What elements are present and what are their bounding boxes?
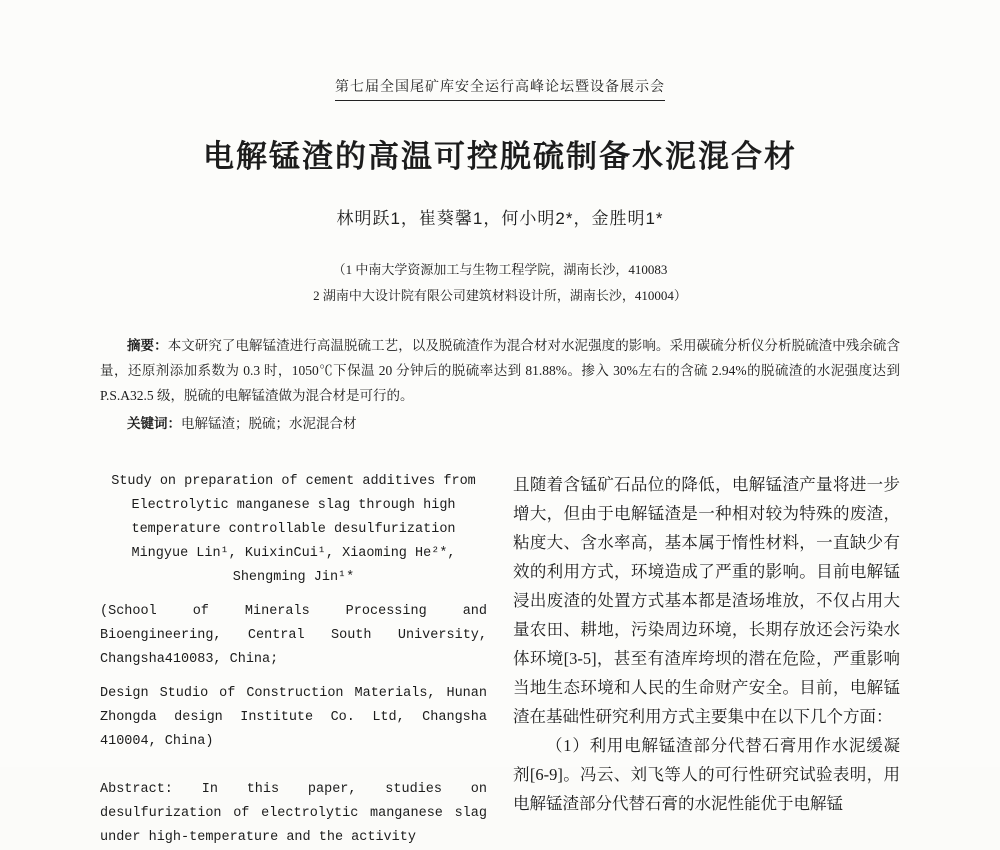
abstract-label: 摘要： bbox=[127, 338, 168, 353]
english-title: Study on preparation of cement additives from Electrolytic manganese slag through high temperature controllable desulfurization bbox=[111, 474, 476, 537]
english-abstract-label: Abstract: bbox=[100, 782, 173, 797]
conference-header-text: 第七届全国尾矿库安全运行高峰论坛暨设备展示会 bbox=[335, 76, 665, 101]
keywords-text: 电解锰渣；脱硫；水泥混合材 bbox=[181, 416, 357, 431]
abstract-section bbox=[100, 333, 900, 408]
authors-line: 林明跃1，崔葵馨1，何小明2*，金胜明1* bbox=[336, 209, 664, 228]
english-affiliation-2: Design Studio of Construction Materials, Hunan Zhongda design Institute Co. Ltd, Changsha 410004, China) bbox=[100, 686, 487, 749]
affiliation-line-1: （1 中南大学资源加工与生物工程学院，湖南长沙，410083 bbox=[332, 262, 668, 277]
abstract-paragraph bbox=[100, 333, 900, 408]
english-authors-line-2: Shengming Jin¹* bbox=[232, 570, 355, 585]
keywords-line bbox=[100, 411, 900, 436]
english-affiliation-1: (School of Minerals Processing and Bioengineering, Central South University, Changsha410083, China; bbox=[100, 604, 487, 667]
keywords-label: 关键词： bbox=[127, 416, 181, 431]
english-abstract bbox=[100, 778, 487, 850]
conference-header bbox=[100, 0, 900, 101]
body-paragraph-2: （1）利用电解锰渣部分代替石膏用作水泥缓凝剂[6-9]。冯云、刘飞等人的可行性研究试验表明，用电解锰渣部分代替石膏的水泥性能优于电解锰 bbox=[513, 736, 900, 813]
two-column-body bbox=[100, 470, 900, 850]
english-abstract-text: In this paper, studies on desulfurization of electrolytic manganese slag under high-temperature and the activity bbox=[100, 782, 487, 845]
right-column bbox=[513, 470, 900, 850]
body-paragraph-1: 且随着含锰矿石品位的降低，电解锰渣产量将进一步增大，但由于电解锰渣是一种相对较为特殊的废渣，粘度大、含水率高，基本属于惰性材料，一直缺少有效的利用方式，环境造成了严重的影响。目前电解锰浸出废渣的处置方式基本都是渣场堆放，不仅占用大量农田、耕地，污染周边环境，长期存放还会污染水体环境[3-5]，甚至有渣库垮坝的潜在危险，严重影响当地生态环境和人民的生命财产安全。目前，电解锰渣在基础性研究利用方式主要集中在以下几个方面： bbox=[513, 475, 900, 726]
affiliations bbox=[100, 257, 900, 309]
abstract-text: 本文研究了电解锰渣进行高温脱硫工艺，以及脱硫渣作为混合材对水泥强度的影响。采用碳硫分析仪分析脱硫渣中残余硫含量，还原剂添加系数为 0.3 时，1050℃下保温 20 分钟后的脱硫率达到 81.88%。掺入 30%左右的含硫 2.94%的脱硫渣的水泥强度达到 P.S.A32.5 级，脱硫的电解锰渣做为混合材是可行的。 bbox=[100, 338, 900, 403]
affiliation-line-2: 2 湖南中大设计院有限公司建筑材料设计所，湖南长沙，410004） bbox=[313, 288, 687, 303]
paper-title: 电解锰渣的高温可控脱硫制备水泥混合材 bbox=[203, 139, 797, 174]
english-authors-line-1: Mingyue Lin¹, KuixinCui¹, Xiaoming He²*, bbox=[131, 546, 456, 561]
left-column bbox=[100, 470, 487, 850]
